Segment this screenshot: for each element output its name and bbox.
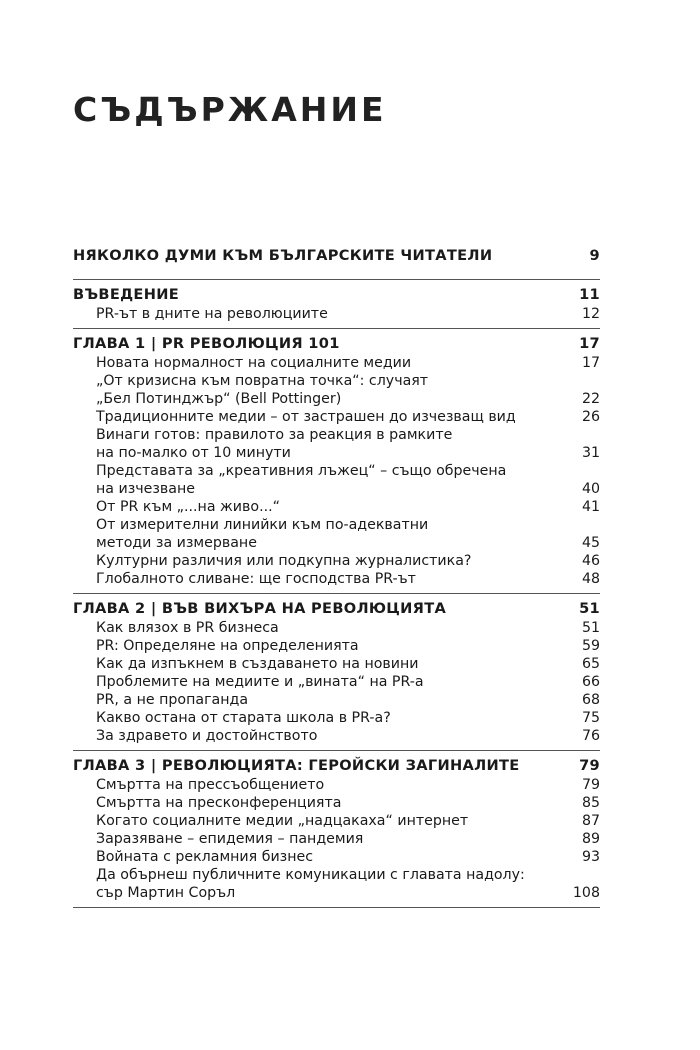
entry-page-number: 31	[581, 445, 600, 461]
toc-entry[interactable]	[73, 619, 600, 637]
entry-title	[96, 866, 525, 902]
toc-section	[73, 756, 600, 908]
entry-title	[96, 776, 324, 794]
section-title: ГЛАВА 2 | ВЪВ ВИХЪРА НА РЕВОЛЮЦИЯТА	[73, 600, 447, 617]
toc-section-heading[interactable]	[73, 334, 600, 354]
toc-section-heading[interactable]	[73, 599, 600, 619]
section-page-number: 79	[579, 757, 600, 774]
entry-title-line: Да обърнеш публичните комуникации с главата надолу:	[96, 867, 525, 883]
section-title: ГЛАВА 3 | РЕВОЛЮЦИЯТА: ГЕРОЙСКИ ЗАГИНАЛИТЕ	[73, 757, 520, 774]
entry-title-line: сър Мартин Соръл	[96, 885, 236, 901]
entry-page-number: 79	[581, 777, 600, 793]
toc-section-heading[interactable]	[73, 246, 600, 266]
entry-title-line: PR-ът в дните на революциите	[96, 306, 328, 322]
toc-section	[73, 599, 600, 751]
entry-title	[96, 794, 341, 812]
entry-title-line: Винаги готов: правилото за реакция в рамките	[96, 427, 453, 443]
entry-title	[96, 408, 516, 426]
entry-title-line: методи за измерване	[96, 535, 257, 551]
entry-title-line: Глобалното сливане: ще господства PR-ът	[96, 571, 416, 587]
toc-entry[interactable]	[73, 794, 600, 812]
entry-title	[96, 727, 317, 745]
entry-page-number: 48	[581, 571, 600, 587]
entry-title	[96, 372, 428, 408]
entry-title-line: „Бел Потинджър“ (Bell Pottinger)	[96, 391, 342, 407]
section-title: НЯКОЛКО ДУМИ КЪМ БЪЛГАРСКИТЕ ЧИТАТЕЛИ	[73, 247, 493, 264]
entry-title-line: Новата нормалност на социалните медии	[96, 355, 412, 371]
toc-entry[interactable]	[73, 655, 600, 673]
entry-page-number: 17	[581, 355, 600, 371]
entry-title-line: Когато социалните медии „надцакаха“ интернет	[96, 813, 469, 829]
entry-title	[96, 305, 328, 323]
entry-title-line: От измерителни линийки към по-адекватни	[96, 517, 429, 533]
entry-page-number: 68	[581, 692, 600, 708]
entry-title	[96, 830, 363, 848]
entry-title-line: Как влязох в PR бизнеса	[96, 620, 279, 636]
toc-section	[73, 246, 600, 280]
entry-page-number: 12	[581, 306, 600, 322]
entry-title	[96, 462, 506, 498]
entry-title-line: Заразяване – епидемия – пандемия	[96, 831, 364, 847]
section-title: ГЛАВА 1 | PR РЕВОЛЮЦИЯ 101	[73, 335, 340, 352]
toc-entry[interactable]	[73, 498, 600, 516]
toc-entry[interactable]	[73, 637, 600, 655]
entry-page-number: 76	[581, 728, 600, 744]
entry-title-line: Войната с рекламния бизнес	[96, 849, 314, 865]
entry-page-number: 22	[581, 391, 600, 407]
toc-entry[interactable]	[73, 426, 600, 462]
entry-title-line: Проблемите на медиите и „вината“ на PR-а	[96, 674, 424, 690]
entry-title	[96, 637, 359, 655]
entry-title-line: Какво остана от старата школа в PR-а?	[96, 710, 391, 726]
entry-title	[96, 498, 280, 516]
entry-title-line: От PR към „...на живо...“	[96, 499, 280, 515]
entry-title-line: Смъртта на прессъобщението	[96, 777, 325, 793]
entry-title-line: За здравето и достойнството	[96, 728, 318, 744]
entry-page-number: 89	[581, 831, 600, 847]
entry-page-number: 93	[581, 849, 600, 865]
entry-title	[96, 812, 468, 830]
entry-title-line: PR, а не пропаганда	[96, 692, 249, 708]
entry-page-number: 108	[572, 885, 600, 901]
entry-title-line: Как да изпъкнем в създаването на новини	[96, 656, 419, 672]
entry-title	[96, 552, 471, 570]
entry-page-number: 46	[581, 553, 600, 569]
toc-entry[interactable]	[73, 372, 600, 408]
toc-entry[interactable]	[73, 408, 600, 426]
entry-page-number: 59	[581, 638, 600, 654]
toc-entry[interactable]	[73, 830, 600, 848]
entry-title-line: Традиционните медии – от застрашен до изчезващ вид	[96, 409, 516, 425]
section-page-number: 17	[579, 335, 600, 352]
page-title: СЪДЪРЖАНИЕ	[73, 90, 387, 129]
toc-entry[interactable]	[73, 673, 600, 691]
toc-section-heading[interactable]	[73, 756, 600, 776]
entry-title-line: Културни различия или подкупна журналистика?	[96, 553, 472, 569]
entry-title	[96, 354, 411, 372]
entry-page-number: 26	[581, 409, 600, 425]
toc-section-heading[interactable]	[73, 285, 600, 305]
table-of-contents	[73, 246, 600, 908]
entry-title	[96, 848, 313, 866]
toc-section	[73, 285, 600, 329]
toc-entry[interactable]	[73, 727, 600, 745]
entry-title-line: „От кризисна към повратна точка“: случаят	[96, 373, 429, 389]
entry-page-number: 66	[581, 674, 600, 690]
section-page-number: 51	[579, 600, 600, 617]
entry-page-number: 41	[581, 499, 600, 515]
toc-section	[73, 334, 600, 594]
toc-entry[interactable]	[73, 305, 600, 323]
entry-title	[96, 516, 428, 552]
entry-page-number: 40	[581, 481, 600, 497]
entry-title	[96, 709, 391, 727]
toc-entry[interactable]	[73, 516, 600, 552]
entry-title	[96, 655, 418, 673]
entry-title-line: на по-малко от 10 минути	[96, 445, 291, 461]
entry-page-number: 65	[581, 656, 600, 672]
entry-title	[96, 426, 452, 462]
entry-title-line: Смъртта на пресконференцията	[96, 795, 342, 811]
toc-entry[interactable]	[73, 570, 600, 588]
toc-entry[interactable]	[73, 354, 600, 372]
entry-page-number: 85	[581, 795, 600, 811]
entry-title-line: на изчезване	[96, 481, 195, 497]
toc-entry[interactable]	[73, 812, 600, 830]
toc-entry[interactable]	[73, 709, 600, 727]
entry-page-number: 75	[581, 710, 600, 726]
entry-page-number: 51	[581, 620, 600, 636]
entry-page-number: 87	[581, 813, 600, 829]
section-page-number: 9	[589, 247, 600, 264]
entry-title	[96, 619, 279, 637]
toc-entry[interactable]	[73, 691, 600, 709]
toc-entry[interactable]	[73, 848, 600, 866]
entry-title	[96, 673, 424, 691]
section-page-number: 11	[579, 286, 600, 303]
toc-entry[interactable]	[73, 776, 600, 794]
entry-title-line: PR: Определяне на определенията	[96, 638, 359, 654]
toc-entry[interactable]	[73, 552, 600, 570]
entry-title	[96, 691, 248, 709]
section-title: ВЪВЕДЕНИЕ	[73, 286, 179, 303]
entry-page-number: 45	[581, 535, 600, 551]
entry-title	[96, 570, 416, 588]
entry-title-line: Представата за „креативния лъжец“ – също обречена	[96, 463, 507, 479]
toc-entry[interactable]	[73, 462, 600, 498]
toc-entry[interactable]	[73, 866, 600, 902]
